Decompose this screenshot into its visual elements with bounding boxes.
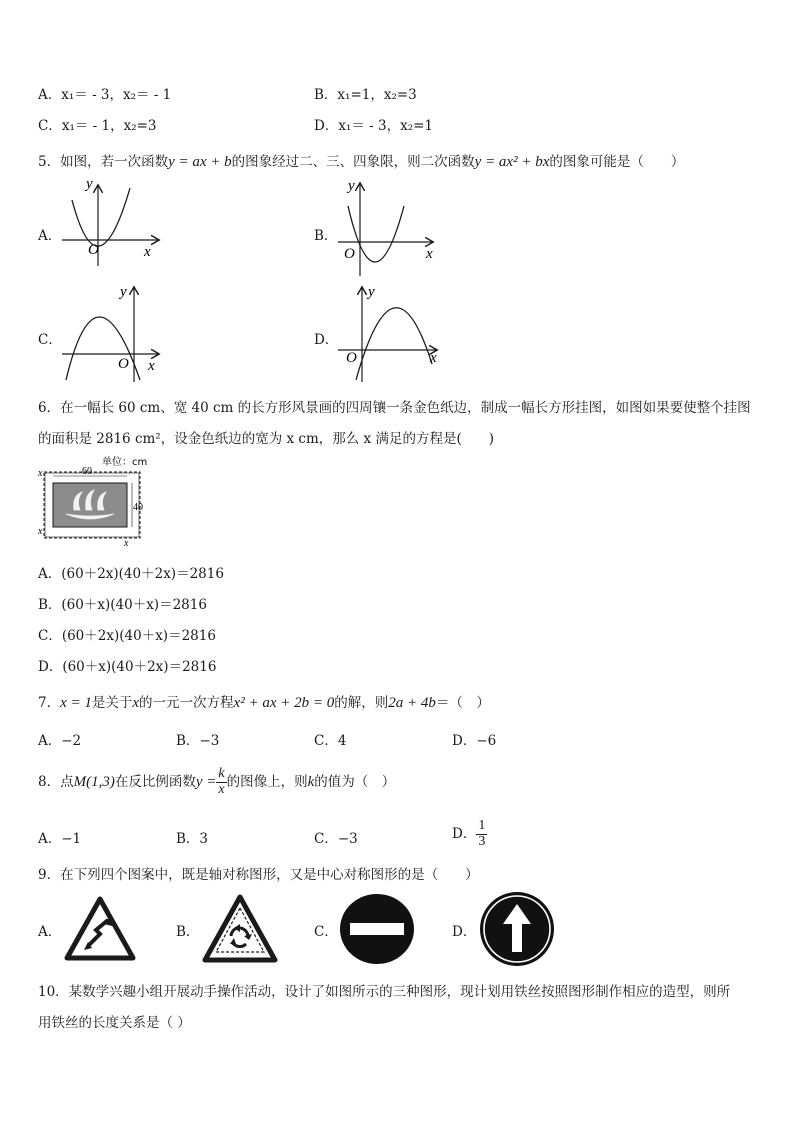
q5b-y-label: y xyxy=(348,178,355,194)
q8-text-a: 8．点 xyxy=(38,774,74,790)
q5-graph-d xyxy=(334,284,444,384)
q5a-y-label: y xyxy=(86,176,93,192)
q5-graph-a xyxy=(58,178,168,268)
q6-x-label-bottom: x xyxy=(124,538,129,549)
q7-option-a: A．−2 xyxy=(38,733,82,749)
q5c-x-label: x xyxy=(148,358,155,374)
q7-text-d: ＝（ ） xyxy=(435,695,490,711)
q5d-origin: O xyxy=(346,350,357,366)
q8-option-b: B．3 xyxy=(176,831,209,847)
q7-text-a: 是关于 xyxy=(91,695,133,711)
q8-stem xyxy=(38,764,395,800)
q5-label-d: D． xyxy=(314,332,339,348)
q6-width-label: 60 xyxy=(82,466,92,477)
q5-text-a: 5．如图，若一次函数 xyxy=(38,154,169,170)
q8-point: M(1,3) xyxy=(73,774,115,790)
q8-text-b: 在反比例函数 xyxy=(114,774,196,790)
q5-graph-b xyxy=(334,178,444,278)
q4-option-c: C．x₁＝ - 1，x₂=3 xyxy=(38,118,157,134)
q9-sign-b-roundabout-icon xyxy=(202,894,278,964)
q8-text-c: 的图像上，则 xyxy=(226,774,308,790)
q5c-origin: O xyxy=(118,356,129,372)
q9-label-a: A． xyxy=(38,924,62,940)
q7-num: 7． xyxy=(38,695,61,711)
q7-option-b: B．−3 xyxy=(176,733,220,749)
q5c-y-label: y xyxy=(120,284,127,300)
q6-unit-label: 单位：cm xyxy=(102,457,148,468)
q6-option-b: B．(60＋x)(40＋x)＝2816 xyxy=(38,597,207,613)
q7-text-c: 的解，则 xyxy=(334,695,389,711)
q8-option-d-num: 1 xyxy=(478,818,486,834)
q8-eq-lhs: y = xyxy=(195,774,217,790)
q6-line1: 6．在一幅长 60 cm、宽 40 cm 的长方形风景画的四周镶一条金色纸边，制成一幅长方形挂图，如图如果要使整个挂图 xyxy=(38,400,751,416)
q7-eq: x² + ax + 2b = 0 xyxy=(233,695,335,711)
q8-option-a: A．−1 xyxy=(38,831,82,847)
q7-option-c: C．4 xyxy=(314,733,347,749)
q10-line1: 10．某数学兴趣小组开展动手操作活动，设计了如图所示的三种图形，现计划用铁丝按照图形制作相应的造型，则所 xyxy=(38,984,731,1000)
q6-frame-figure xyxy=(36,454,152,550)
q9-sign-d-up-arrow-icon xyxy=(478,890,556,968)
q8-option-d-fraction xyxy=(476,819,487,849)
q7-text-b: 的一元一次方程 xyxy=(139,695,234,711)
q5d-x-label: x xyxy=(430,350,437,366)
q8-option-c: C．−3 xyxy=(314,831,358,847)
q7-stem xyxy=(38,691,490,712)
q5-graph-c xyxy=(58,284,168,384)
q4-option-d: D．x₁＝ - 3，x₂=1 xyxy=(314,118,434,134)
q9-sign-a-zigzag-icon xyxy=(64,896,136,962)
q9-sign-c-no-entry-icon xyxy=(338,892,416,966)
q6-option-c: C．(60＋2x)(40＋x)＝2816 xyxy=(38,628,216,644)
q6-option-d: D．(60＋x)(40＋2x)＝2816 xyxy=(38,659,217,675)
q5-label-b: B． xyxy=(314,228,338,244)
q6-x-label-top: x xyxy=(38,468,43,479)
q10-line2: 用铁丝的长度关系是（ ） xyxy=(38,1015,191,1031)
q8-option-d-label: D． xyxy=(452,826,477,842)
q6-option-a: A．(60＋2x)(40＋2x)＝2816 xyxy=(38,566,224,582)
q8-option-d xyxy=(452,816,487,852)
q5-eq1: y = ax + b xyxy=(168,154,232,170)
q5b-x-label: x xyxy=(426,246,433,262)
q5-eq2: y = ax² + bx xyxy=(474,154,550,170)
q5-stem xyxy=(38,150,684,171)
q8-option-d-den: 3 xyxy=(478,834,486,849)
q5-text-b: 的图象经过二、三、四象限，则二次函数 xyxy=(231,154,475,170)
q7-expr: 2a + 4b xyxy=(388,695,436,711)
q6-height-label: 40 xyxy=(133,502,143,513)
q7-cond: x = 1 xyxy=(60,695,92,711)
q8-fraction xyxy=(216,767,226,797)
q6-line2: 的面积是 2816 cm²，设金色纸边的宽为 x cm，那么 x 满足的方程是( ) xyxy=(38,431,494,447)
q5a-x-label: x xyxy=(144,244,151,260)
q8-frac-den: x xyxy=(218,782,225,797)
q8-frac-num: k xyxy=(218,766,225,782)
q9-label-b: B． xyxy=(176,924,200,940)
q4-option-a: A．x₁＝ - 3，x₂＝ - 1 xyxy=(38,87,172,103)
q5-label-c: C． xyxy=(38,332,62,348)
q5-label-a: A． xyxy=(38,228,62,244)
q5a-origin: O xyxy=(88,242,99,258)
q5-text-c: 的图象可能是（ ） xyxy=(549,154,685,170)
q4-option-b: B．x₁=1，x₂=3 xyxy=(314,87,417,103)
q7-option-d: D．−6 xyxy=(452,733,497,749)
q8-var: k xyxy=(307,774,315,790)
q9-label-d: D． xyxy=(452,924,477,940)
q5d-y-label: y xyxy=(368,284,375,300)
q9-stem: 9．在下列四个图案中，既是轴对称图形，又是中心对称图形的是（ ） xyxy=(38,867,479,883)
q9-label-c: C． xyxy=(314,924,338,940)
q7-var: x xyxy=(132,695,140,711)
q6-x-label-left: x xyxy=(38,526,43,537)
q5b-origin: O xyxy=(344,246,355,262)
q8-text-d: 的值为（ ） xyxy=(314,774,396,790)
